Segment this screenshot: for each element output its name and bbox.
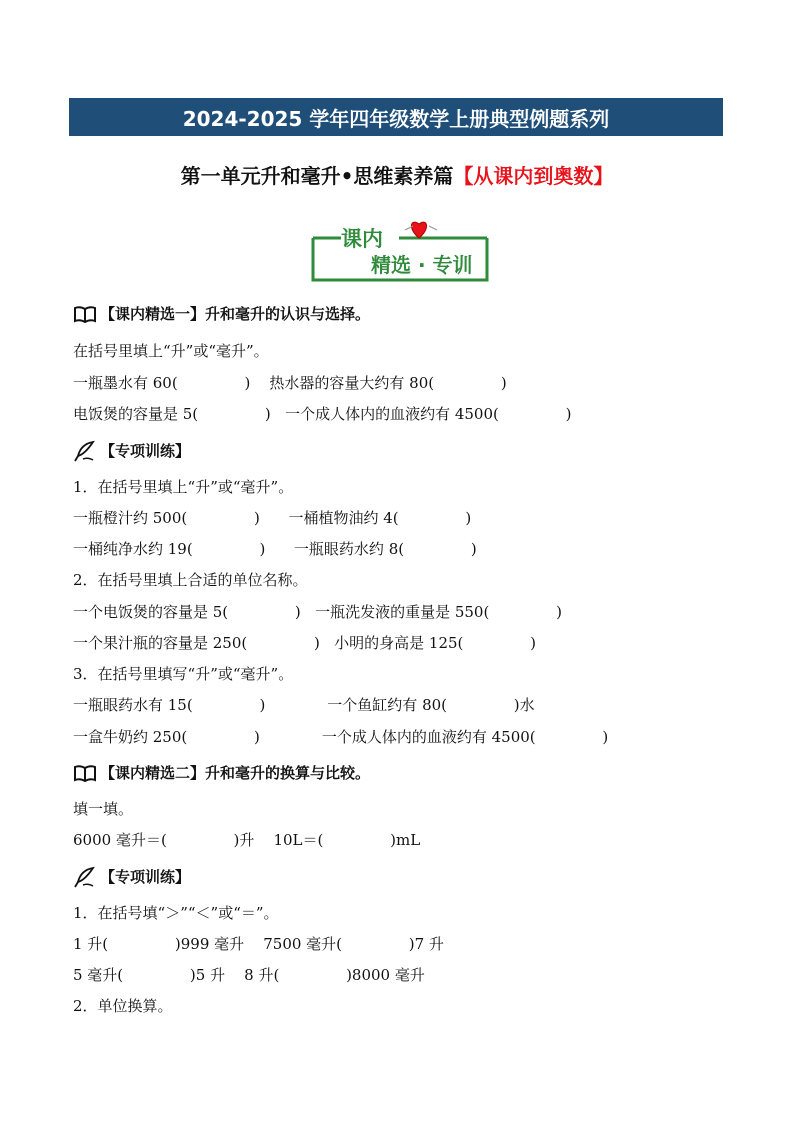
- practice1-line: 一盒牛奶约 250( ) 一个成人体内的血液约有 4500( ): [73, 728, 609, 746]
- practice1-line: 1．在括号里填上“升”或“毫升”。: [73, 478, 294, 496]
- section1-instruction: 在括号里填上“升”或“毫升”。: [73, 342, 269, 360]
- section-badge: [311, 216, 489, 282]
- feather-pen-icon: [73, 866, 97, 888]
- page-subtitle: [0, 160, 794, 189]
- practice2-line: 1．在括号填“＞”“＜”或“＝”。: [73, 904, 279, 922]
- subtitle-red: 【从课内到奥数】: [453, 164, 614, 188]
- section2-line: 6000 毫升＝( )升 10L＝( )mL: [73, 831, 421, 849]
- subtitle-main: 第一单元升和毫升•思维素养篇: [180, 164, 454, 188]
- practice1-title: 【专项训练】: [100, 442, 191, 460]
- section1-line: 电饭煲的容量是 5( ) 一个成人体内的血液约有 4500( ): [73, 405, 572, 423]
- practice1-line: 3．在括号里填写“升”或“毫升”。: [73, 665, 294, 683]
- banner-title: 2024-2025 学年四年级数学上册典型例题系列: [69, 98, 723, 136]
- open-book-icon: [73, 764, 97, 782]
- heart-icon: [405, 222, 437, 238]
- open-book-icon: [73, 305, 97, 323]
- section2-title: 【课内精选二】升和毫升的换算与比较。: [100, 764, 371, 782]
- section1-heading: [73, 304, 370, 324]
- practice2-title: 【专项训练】: [100, 868, 191, 886]
- section2-heading: [73, 763, 370, 783]
- badge-line1: 课内: [341, 227, 383, 251]
- badge-line2: 精选 · 专训: [371, 253, 473, 277]
- section2-instruction: 填一填。: [73, 800, 134, 818]
- practice2-line: 2．单位换算。: [73, 997, 173, 1015]
- practice1-line: 2．在括号里填上合适的单位名称。: [73, 571, 308, 589]
- practice1-heading: [73, 440, 190, 462]
- practice1-line: 一瓶橙汁约 500( ) 一桶植物油约 4( ): [73, 509, 472, 527]
- practice2-heading: [73, 866, 190, 888]
- section1-title: 【课内精选一】升和毫升的认识与选择。: [100, 305, 371, 323]
- feather-pen-icon: [73, 440, 97, 462]
- practice1-line: 一桶纯净水约 19( ) 一瓶眼药水约 8( ): [73, 540, 477, 558]
- section1-line: 一瓶墨水有 60( ) 热水器的容量大约有 80( ): [73, 374, 507, 392]
- practice1-line: 一个电饭煲的容量是 5( ) 一瓶洗发液的重量是 550( ): [73, 603, 562, 621]
- practice2-line: 1 升( )999 毫升 7500 毫升( )7 升: [73, 935, 444, 953]
- practice1-line: 一瓶眼药水有 15( ) 一个鱼缸约有 80( )水: [73, 696, 535, 714]
- practice1-line: 一个果汁瓶的容量是 250( ) 小明的身高是 125( ): [73, 634, 537, 652]
- practice2-line: 5 毫升( )5 升 8 升( )8000 毫升: [73, 966, 425, 984]
